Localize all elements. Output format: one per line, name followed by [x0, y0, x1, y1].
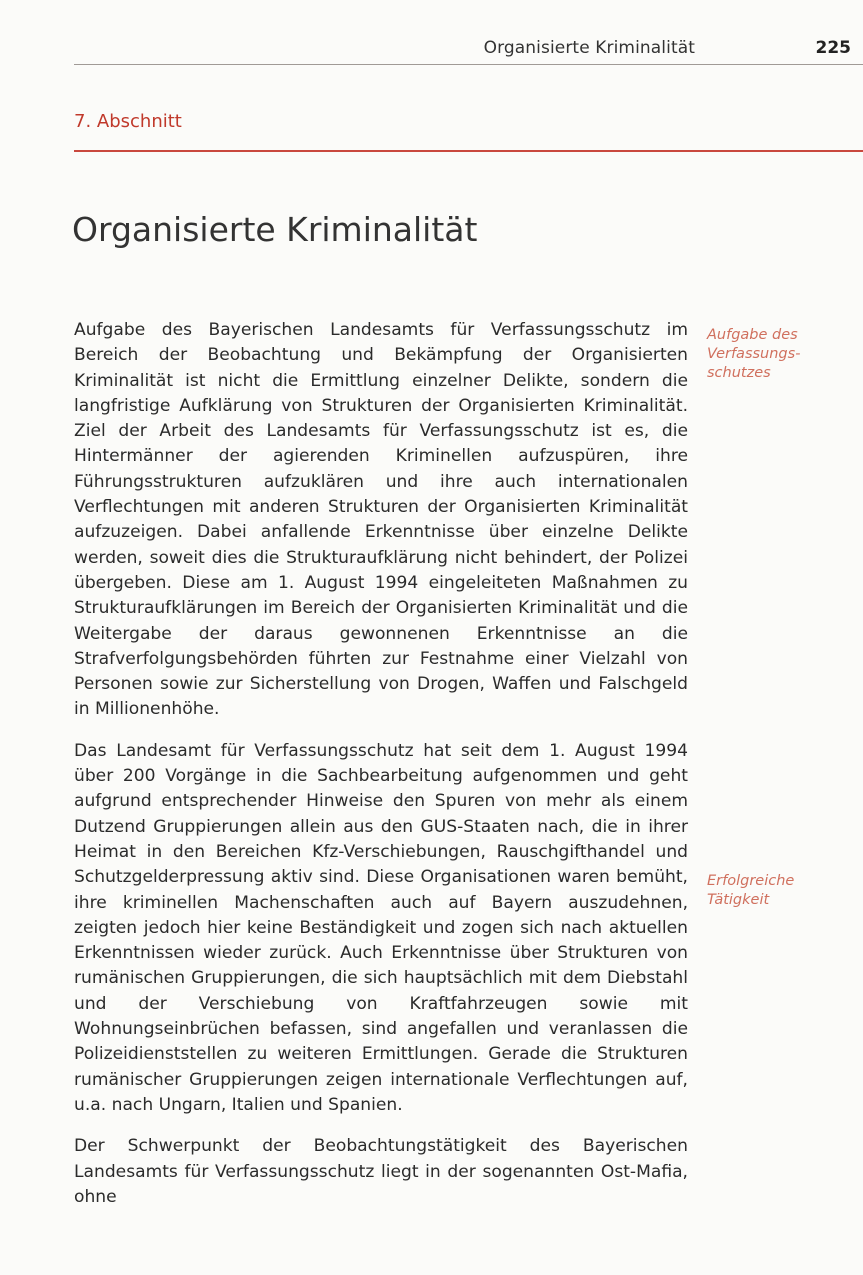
- margin-note: Aufgabe des Verfassungs-schutzes: [707, 327, 801, 381]
- running-header: [74, 34, 863, 65]
- margin-note: Erfolgreiche Tätigkeit: [707, 873, 795, 908]
- paragraph: Der Schwerpunkt der Beobachtungstätigkeit des Bayerischen Landesamts für Verfassungsschutz liegt in der sogenannten Ost-Mafia, ohne: [74, 1136, 688, 1207]
- paragraph: Das Landesamt für Verfassungsschutz hat seit dem 1. August 1994 über 200 Vorgänge in die Sachbearbeitung aufgenommen und geht aufgrund entsprechender Hinweise den Spuren von mehr als einem Dutzend Gruppierungen allein aus den GUS-Staaten nach, die in ihrer Heimat in den Bereichen Kfz-Verschiebungen, Rauschgifthandel und Schutzgelderpressung aktiv sind. Diese Organisationen waren bemüht, ihre kriminellen Machenschaften auch auf Bayern auszudehnen, zeigten jedoch hier keine Beständigkeit und zogen sich nach aktuellen Erkenntnissen wieder zurück. Auch Erkenntnisse über Strukturen von rumänischen Gruppierungen, die sich hauptsächlich mit dem Diebstahl und der Verschiebung von Kraftfahrzeugen sowie mit Wohnungseinbrüchen befassen, sind angefallen und veranlassen die Polizeidienststellen zu weiteren Ermittlungen. Gerade die Strukturen rumänischer Gruppierungen zeigen internationale Verflechtungen auf, u.a. nach Ungarn, Italien und Spanien.: [74, 740, 688, 1115]
- section-label: 7. Abschnitt: [74, 111, 182, 132]
- running-title: Organisierte Kriminalität: [483, 38, 695, 58]
- section-divider: [74, 150, 863, 152]
- paragraph: Aufgabe des Bayerischen Landesamts für Verfassungsschutz im Bereich der Beobachtung und Bekämpfung der Organisierten Kriminalität ist nicht die Ermittlung einzelner Delikte, sondern die langfristige Aufklärung von Strukturen der Organisierten Kriminalität. Ziel der Arbeit des Landesamts für Verfassungsschutz ist es, die Hintermänner der agierenden Kriminellen aufzuspüren, ihre Führungsstrukturen aufzuklären und ihre auch internationalen Verflechtungen mit anderen Strukturen der Organisierten Kriminalität aufzuzeigen. Dabei anfallende Erkenntnisse über einzelne Delikte werden, soweit dies die Strukturaufklärung nicht behindert, der Polizei übergeben. Diese am 1. August 1994 eingeleiteten Maßnahmen zu Strukturaufklärungen im Bereich der Organisierten Kriminalität und die Weitergabe der daraus gewonnenen Erkenntnisse an die Strafverfolgungsbehörden führten zur Festnahme einer Vielzahl von Personen sowie zur Sicherstellung von Drogen, Waffen und Falschgeld in Millionenhöhe.: [74, 320, 688, 720]
- body-text: [74, 318, 688, 1226]
- chapter-title: Organisierte Kriminalität: [72, 210, 478, 249]
- page-number: 225: [815, 38, 851, 58]
